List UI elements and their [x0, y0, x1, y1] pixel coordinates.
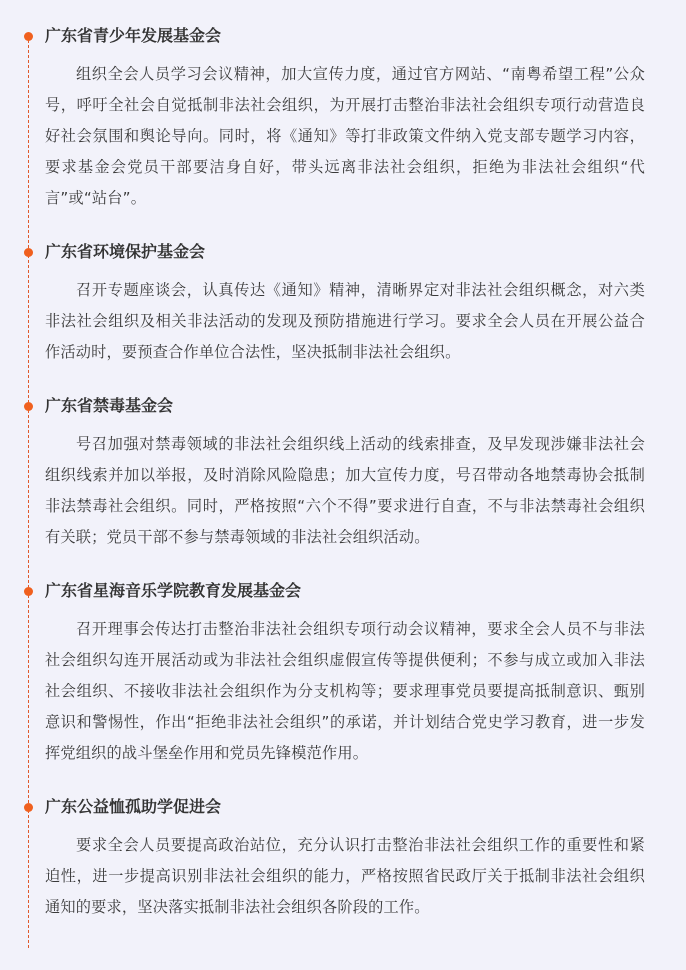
section-title: 广东省星海音乐学院教育发展基金会	[45, 581, 302, 600]
bullet-dot	[24, 32, 33, 41]
bullet-dot	[24, 587, 33, 596]
section-body: 组织全会人员学习会议精神，加大宣传力度，通过官方网站、“南粤希望工程”公众号，呼吁全社会自觉抵制非法社会组织，为开展打击整治非法社会组织专项行动营造良好社会氛围和舆论导向。同时，将《通知》等打非政策文件纳入党支部专题学习内容，要求基金会党员干部要洁身自好，带头远离非法社会组织，拒绝为非法社会组织“代言”或“站台”。	[45, 65, 645, 207]
bullet-dot	[24, 402, 33, 411]
section-body: 要求全会人员要提高政治站位，充分认识打击整治非法社会组织工作的重要性和紧迫性，进一步提高识别非法社会组织的能力，严格按照省民政厅关于抵制非法社会组织通知的要求，坚决落实抵制非法社会组织各阶段的工作。	[45, 836, 645, 916]
section-body: 召开理事会传达打击整治非法社会组织专项行动会议精神，要求全会人员不与非法社会组织勾连开展活动或为非法社会组织虚假宣传等提供便利；不参与成立或加入非法社会组织、不接收非法社会组织作为分支机构等；要求理事党员要提高抵制意识、甄别意识和警惕性，作出“拒绝非法社会组织”的承诺，并计划结合党史学习教育，进一步发挥党组织的战斗堡垒作用和党员先锋模范作用。	[45, 620, 645, 762]
section-body: 号召加强对禁毒领域的非法社会组织线上活动的线索排查，及早发现涉嫌非法社会组织线索并加以举报，及时消除风险隐患；加大宣传力度，号召带动各地禁毒协会抵制非法禁毒社会组织。同时，严格按照“六个不得”要求进行自查，不与非法禁毒社会组织有关联；党员干部不参与禁毒领域的非法社会组织活动。	[45, 435, 645, 546]
section-title: 广东省青少年发展基金会	[45, 26, 222, 45]
section-body: 召开专题座谈会，认真传达《通知》精神，清晰界定对非法社会组织概念，对六类非法社会组织及相关非法活动的发现及预防措施进行学习。要求全会人员在开展公益合作活动时，要预查合作单位合法性，坚决抵制非法社会组织。	[45, 281, 645, 361]
section-title: 广东省环境保护基金会	[45, 242, 206, 261]
bullet-dot	[24, 248, 33, 257]
section-title: 广东公益恤孤助学促进会	[45, 797, 222, 816]
section-title: 广东省禁毒基金会	[45, 396, 174, 415]
bullet-dot	[24, 803, 33, 812]
